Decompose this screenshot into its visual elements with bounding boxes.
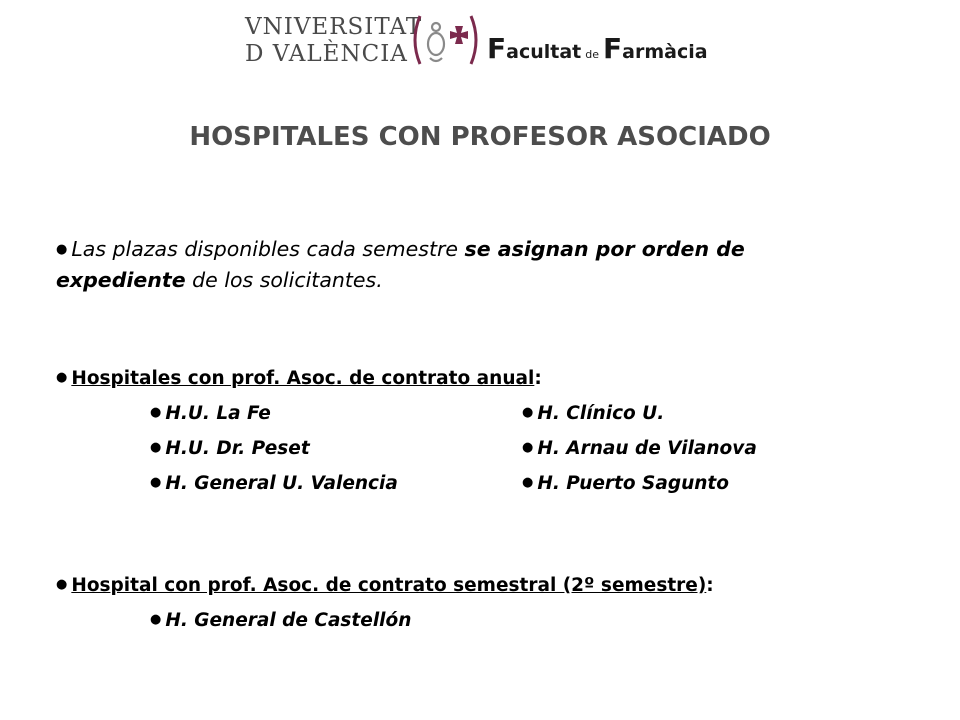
bullet: ● (150, 475, 162, 490)
faculty-wordmark (487, 32, 708, 65)
faculty-emblem-icon (408, 12, 483, 68)
bullet: ● (56, 577, 68, 592)
hospital-name: H. General U. Valencia (165, 473, 398, 494)
annual-heading-text: Hospitales con prof. Asoc. de contrato anual (71, 368, 535, 389)
faculty-word-facultat: acultat (506, 41, 582, 63)
hospital-name: H.U. Dr. Peset (165, 438, 310, 459)
colon: : (706, 575, 714, 596)
bullet: ● (150, 405, 162, 420)
hospital-item (522, 473, 729, 494)
bullet: ● (150, 612, 162, 627)
intro-text-2: se asignan por orden de (464, 237, 745, 261)
intro-text-3: expediente (56, 268, 186, 292)
bullet: ● (522, 475, 534, 490)
hospital-name: H. Arnau de Vilanova (537, 438, 757, 459)
intro-text-1: Las plazas disponibles cada semestre (71, 237, 465, 261)
hospital-name: H.U. La Fe (165, 403, 271, 424)
bullet: ● (522, 440, 534, 455)
hospital-item (150, 403, 271, 424)
faculty-initial-f: F (487, 32, 507, 65)
hospital-item (522, 438, 757, 459)
hospital-item (150, 438, 310, 459)
bullet: ● (150, 440, 162, 455)
faculty-word-de: de (585, 48, 599, 61)
hospital-name: H. Puerto Sagunto (537, 473, 729, 494)
annual-section-heading (56, 368, 542, 389)
colon: : (534, 368, 542, 389)
faculty-initial-f2: F (603, 32, 623, 65)
page-title: HOSPITALES CON PROFESOR ASOCIADO (189, 122, 771, 152)
hospital-item (150, 610, 411, 631)
faculty-logo (245, 12, 715, 70)
university-line-1: VNIVERSITAT (245, 14, 423, 40)
bullet: ● (522, 405, 534, 420)
university-line-2: D VALÈNCIA (245, 41, 408, 67)
semester-heading-text: Hospital con prof. Asoc. de contrato semestral (2º semestre) (71, 575, 707, 596)
intro-text-4: de los solicitantes. (185, 268, 383, 292)
bullet: ● (56, 242, 68, 257)
bullet: ● (56, 370, 68, 385)
hospital-name: H. Clínico U. (537, 403, 665, 424)
semester-section-heading (56, 575, 714, 596)
hospital-name: H. General de Castellón (165, 610, 412, 631)
intro-paragraph (56, 234, 876, 296)
hospital-item (522, 403, 664, 424)
faculty-word-farmacia: armàcia (622, 41, 708, 63)
hospital-item (150, 473, 398, 494)
